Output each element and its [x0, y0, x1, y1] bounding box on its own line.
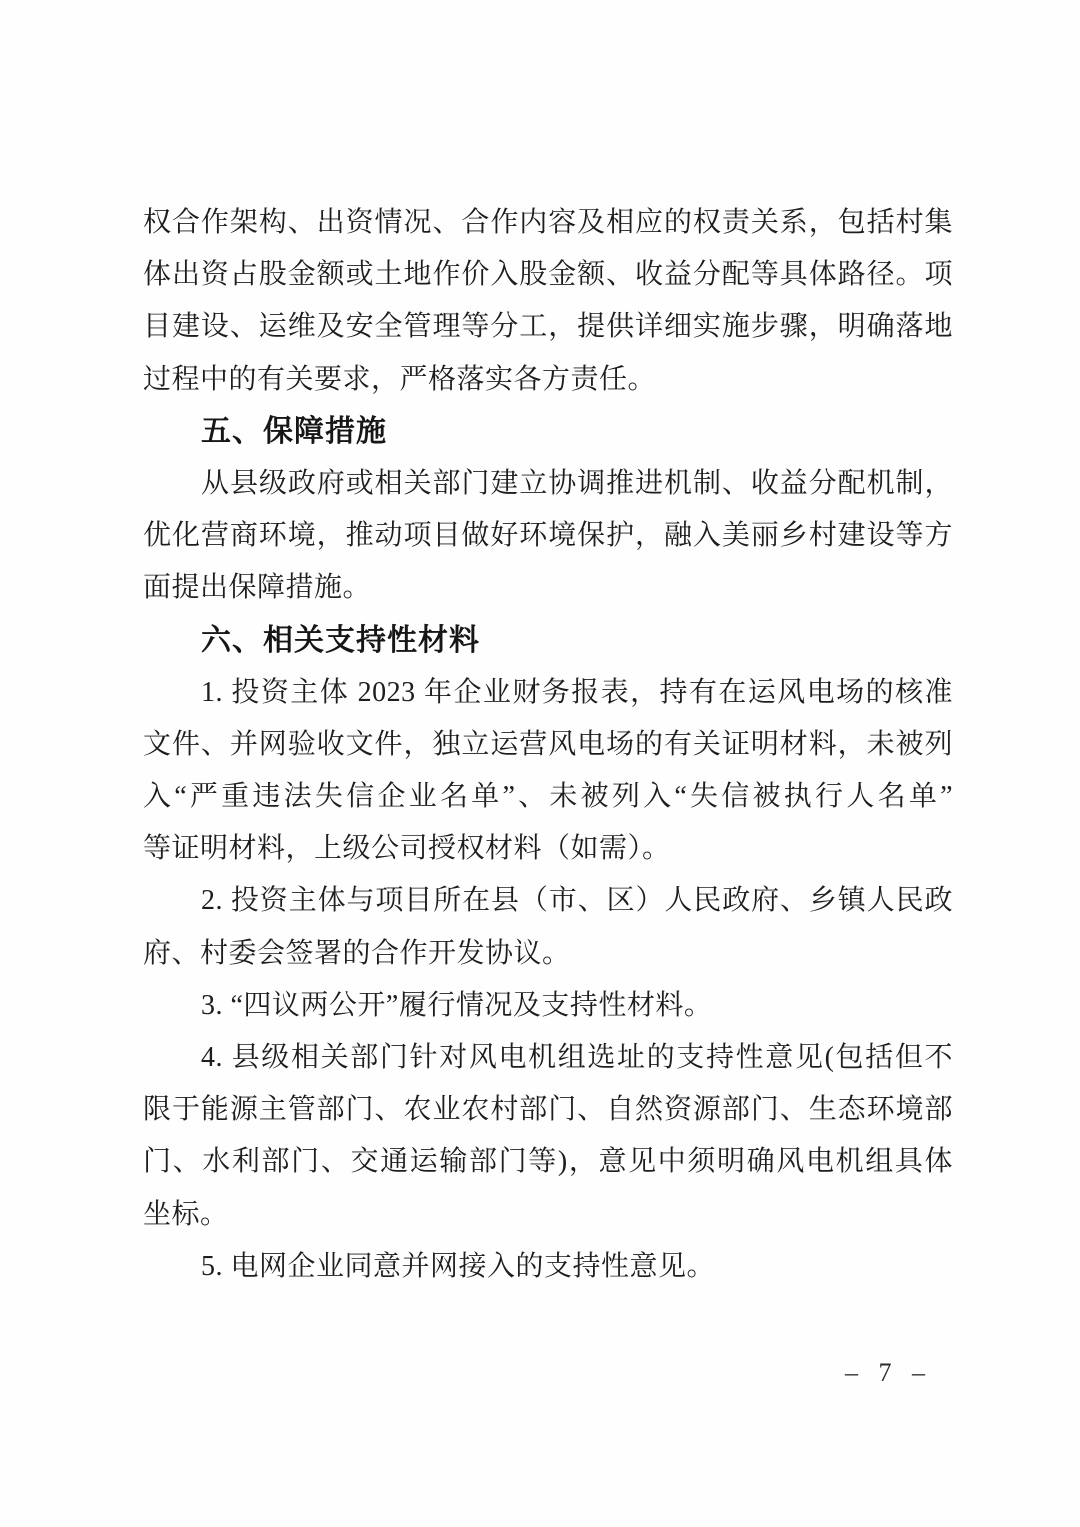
list-item-5-line: 5. 电网企业同意并网接入的支持性意见。	[201, 1250, 716, 1282]
body-line: 从县级政府或相关部门建立协调推进机制、收益分配机制，	[201, 467, 953, 499]
body-line: 优化营商环境，推动项目做好环境保护，融入美丽乡村建设等方	[143, 520, 953, 552]
list-item-1-line: 等证明材料，上级公司授权材料（如需）。	[143, 833, 671, 865]
list-item-4-line: 限于能源主管部门、农业农村部门、自然资源部门、生态环境部	[143, 1094, 953, 1126]
list-item-1-line: 1. 投资主体 2023 年企业财务报表，持有在运风电场的核准	[201, 676, 953, 708]
document-text	[143, 197, 953, 1293]
list-item-4-line: 4. 县级相关部门针对风电机组选址的支持性意见(包括但不	[201, 1042, 953, 1073]
list-item-1-line: 入“严重违法失信企业名单”、未被列入“失信被执行人名单”	[143, 781, 953, 813]
page-number: – 7 –	[845, 1358, 932, 1387]
section-heading-5: 五、保障措施	[201, 414, 387, 448]
list-item-2-line: 2. 投资主体与项目所在县（市、区）人民政府、乡镇人民政	[201, 885, 953, 917]
section-heading-6: 六、相关支持性材料	[201, 623, 480, 657]
list-item-2-line: 府、村委会签署的合作开发协议。	[143, 937, 571, 969]
body-line: 权合作架构、出资情况、合作内容及相应的权责关系，包括村集	[143, 207, 953, 238]
body-line: 过程中的有关要求，严格落实各方责任。	[143, 363, 657, 395]
list-item-3-line: 3. “四议两公开”履行情况及支持性材料。	[201, 989, 713, 1021]
body-line: 体出资占股金额或土地作价入股金额、收益分配等具体路径。项	[143, 259, 953, 291]
list-item-4-line: 坐标。	[143, 1198, 229, 1230]
body-line: 面提出保障措施。	[143, 572, 372, 604]
list-item-1-line: 文件、并网验收文件，独立运营风电场的有关证明材料，未被列	[143, 728, 953, 760]
body-line: 目建设、运维及安全管理等分工，提供详细实施步骤，明确落地	[143, 311, 953, 343]
list-item-4-line: 门、水利部门、交通运输部门等)，意见中须明确风电机组具体	[143, 1146, 953, 1178]
